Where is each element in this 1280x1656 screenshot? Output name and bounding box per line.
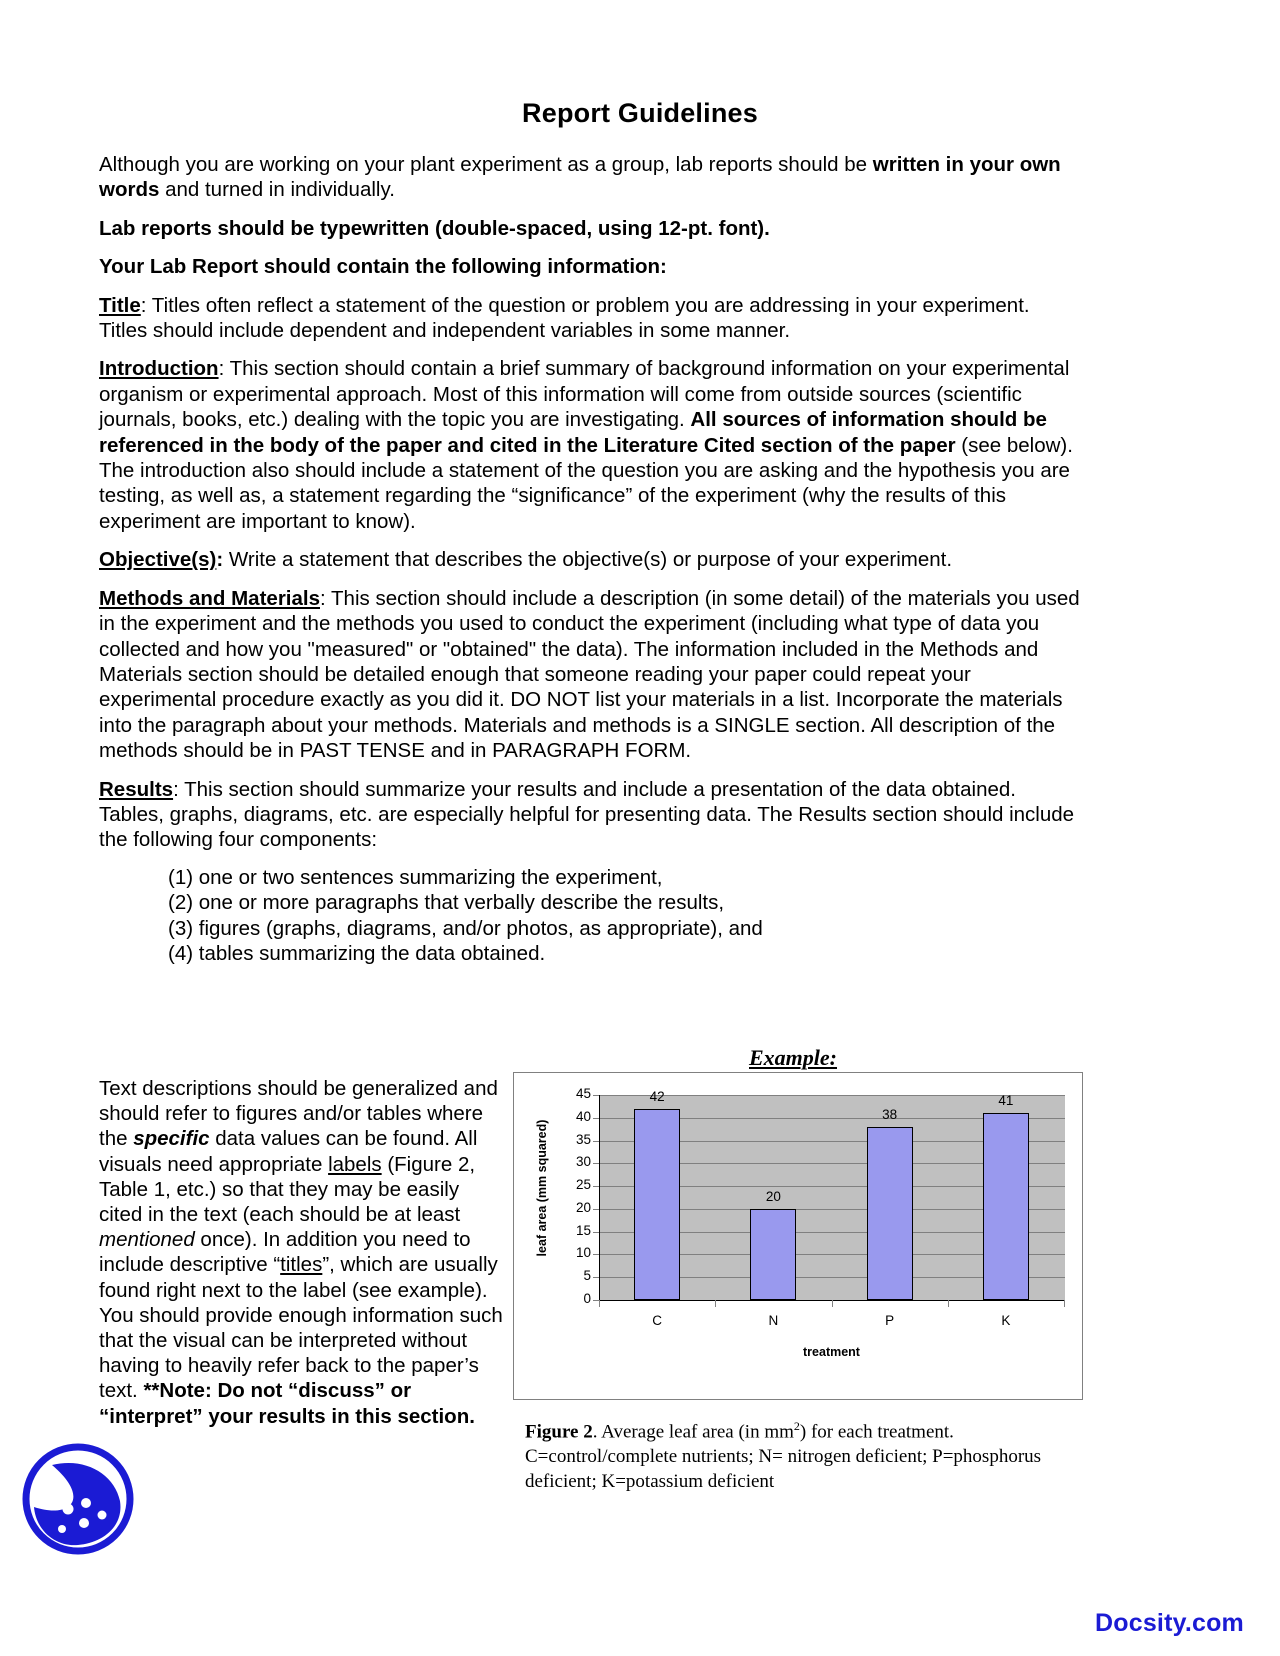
left-text-2: data values can be found. All visuals need appropriate [99, 1127, 478, 1176]
contains-following-note: Your Lab Report should contain the following information: [99, 255, 667, 279]
page-title: Report Guidelines [522, 98, 758, 128]
section-heading-objectives: Objective(s) [99, 548, 217, 572]
chart-y-tick-mark [593, 1163, 599, 1164]
list-item: (1) one or two sentences summarizing the experiment, [168, 865, 663, 889]
section-title-colon: : [140, 293, 147, 317]
section-methods-colon: : [320, 586, 326, 610]
chart-y-tick-label: 15 [575, 1222, 591, 1238]
left-text-note: **Note: Do not “discuss” or “interpret” your results in this section. [99, 1379, 475, 1428]
typewritten-note: Lab reports should be typewritten (double-spaced, using 12-pt. font). [99, 216, 770, 240]
chart-x-tick-label: K [1001, 1313, 1011, 1328]
chart-y-tick-mark [593, 1118, 599, 1119]
intro-text-a: Although you are working on your plant experiment as a group, lab reports should be [99, 153, 873, 176]
left-text-4: once). In addition you need to include descriptive “ [99, 1228, 471, 1277]
chart-y-tick-label: 25 [575, 1177, 591, 1193]
chart-y-tick-mark [593, 1095, 599, 1096]
figure-caption-superscript: 2 [793, 1419, 800, 1433]
list-item: (3) figures (graphs, diagrams, and/or photos, as appropriate), and [168, 916, 763, 940]
chart-y-tick-mark [593, 1254, 599, 1255]
chart-bar-value-label: 38 [882, 1106, 898, 1122]
section-results-body: This section should summarize your results and include a presentation of the data obtained. Tables, graphs, diagrams, etc. are especially helpful for presenting data. The Results section should include the following four components: [99, 777, 1075, 852]
intro-bold-own-words: written in your own words [99, 153, 1061, 202]
chart-bar [867, 1127, 913, 1300]
chart-bar-value-label: 20 [765, 1188, 781, 1204]
results-components-list [99, 865, 1081, 967]
left-text-titles: titles [280, 1253, 323, 1277]
chart-y-tick-mark [593, 1209, 599, 1210]
chart-bar [983, 1113, 1029, 1300]
chart-bar-value-label: 42 [649, 1088, 665, 1104]
chart-x-tick-mark [1064, 1300, 1065, 1307]
chart-y-tick-label: 20 [575, 1199, 591, 1215]
chart-y-tick-label: 45 [575, 1086, 591, 1101]
chart-x-tick-label: C [652, 1313, 662, 1328]
docsity-logo [22, 1443, 134, 1555]
left-column-paragraph [99, 1076, 504, 1429]
section-methods-body: This section should include a description (in some detail) of the materials you used in the experiment and the methods you used to conduct the experiment (including what type of data you collected and how you "measured" or "obtained" the data). The information included in the Methods and Materials section should be detailed enough that someone reading your paper could repeat your experimental procedure exactly as you did it. DO NOT list your materials in a list. Incorporate the materials into the paragraph about your methods. Materials and methods is a SINGLE section. All description of the methods should be in PAST TENSE and in PARAGRAPH FORM. [99, 586, 1080, 763]
chart-y-tick-mark [593, 1277, 599, 1278]
section-introduction-body-a: This section should contain a brief summary of background information on your experimental organism or experimental approach. Most of this information will come from outside sources (scientific journals, books, etc.) dealing with the topic you are investigating. [99, 357, 1070, 432]
chart-y-tick-mark [593, 1232, 599, 1233]
left-text-mentioned: mentioned [99, 1228, 195, 1252]
section-objectives [99, 547, 1081, 572]
chart-x-tick-mark [832, 1300, 833, 1307]
chart-y-tick-label: 5 [583, 1268, 591, 1284]
chart-x-tick-label: N [768, 1313, 779, 1328]
section-objectives-colon: : [216, 548, 224, 572]
example-chart [513, 1072, 1083, 1400]
list-item: (4) tables summarizing the data obtained. [168, 941, 546, 965]
list-item: (2) one or more paragraphs that verbally describe the results, [168, 891, 725, 915]
chart-y-tick-label: 0 [583, 1291, 591, 1306]
chart-x-axis-label: treatment [803, 1345, 860, 1359]
docsity-brand-text: Docsity.com [1094, 1609, 1244, 1637]
section-introduction-body-b: (see below). The introduction also should include a statement of the question you are asking and the hypothesis you are testing, as well as, a statement regarding the “significance” of the experiment (why the results of this experiment are important to know). [99, 433, 1073, 533]
figure-caption [525, 1414, 1085, 1494]
left-text-1: Text descriptions should be generalized and should refer to figures and/or tables where the [99, 1077, 498, 1151]
left-text-column [99, 1076, 504, 1429]
document-body [99, 152, 1081, 966]
section-title [99, 293, 1081, 344]
figure-caption-label: Figure 2 [525, 1421, 593, 1443]
section-methods [99, 586, 1081, 764]
chart-y-tick-label: 35 [575, 1131, 591, 1147]
chart-bar [634, 1109, 680, 1300]
chart-x-tick-mark [948, 1300, 949, 1307]
section-results [99, 777, 1081, 853]
example-label: Example: [749, 1045, 837, 1070]
intro-text-b: and turned in individually. [159, 178, 395, 202]
section-heading-introduction: Introduction [99, 357, 219, 381]
figure-caption-line1a: . Average leaf area (in mm [592, 1421, 794, 1443]
left-text-specific: specific [133, 1127, 210, 1151]
section-heading-title: Title [99, 293, 141, 317]
chart-x-tick-label: P [885, 1313, 895, 1328]
chart-y-tick-label: 10 [575, 1245, 591, 1261]
section-heading-methods: Methods and Materials [99, 586, 320, 610]
chart-y-tick-mark [593, 1186, 599, 1187]
lower-section [99, 1045, 1099, 1572]
section-heading-results: Results [99, 777, 174, 801]
intro-paragraph-1 [99, 152, 1081, 203]
figure-caption-line2: C=control/complete nutrients; N= nitrogen deficient; P=phosphorus deficient; K=potassium deficient [525, 1446, 1042, 1493]
figure-caption-line1b: ) for each treatment. [799, 1421, 954, 1443]
left-text-labels: labels [328, 1152, 382, 1176]
section-introduction-colon: : [218, 357, 225, 381]
chart-bar [750, 1209, 796, 1300]
section-introduction-bold: All sources of information should be referenced in the body of the paper and cited in the Literature Cited section of the paper [99, 408, 1047, 457]
left-text-5: ”, which are usually found right next to the label (see example). You should provide enough information such that the visual can be interpreted without having to heavily refer back to the paper’s text. [99, 1253, 503, 1403]
section-results-colon: : [173, 777, 179, 801]
chart-bar-value-label: 41 [998, 1093, 1014, 1109]
left-text-3: (Figure 2, Table 1, etc.) so that they may be easily cited in the text (each should be at least [99, 1152, 476, 1227]
chart-y-tick-mark [593, 1141, 599, 1142]
chart-x-tick-mark [715, 1300, 716, 1307]
section-introduction [99, 356, 1081, 534]
section-objectives-body: Write a statement that describes the objective(s) or purpose of your experiment. [223, 548, 953, 572]
section-title-body: Titles often reflect a statement of the question or problem you are addressing in your experiment. Titles should include dependent and independent variables in some manner. [99, 293, 1030, 343]
chart-x-tick-mark [599, 1300, 600, 1307]
chart-y-tick-label: 40 [575, 1108, 591, 1124]
chart-inner [514, 1073, 1084, 1401]
chart-y-axis-label: leaf area (mm squared) [535, 1119, 549, 1257]
chart-y-tick-label: 30 [575, 1154, 591, 1170]
